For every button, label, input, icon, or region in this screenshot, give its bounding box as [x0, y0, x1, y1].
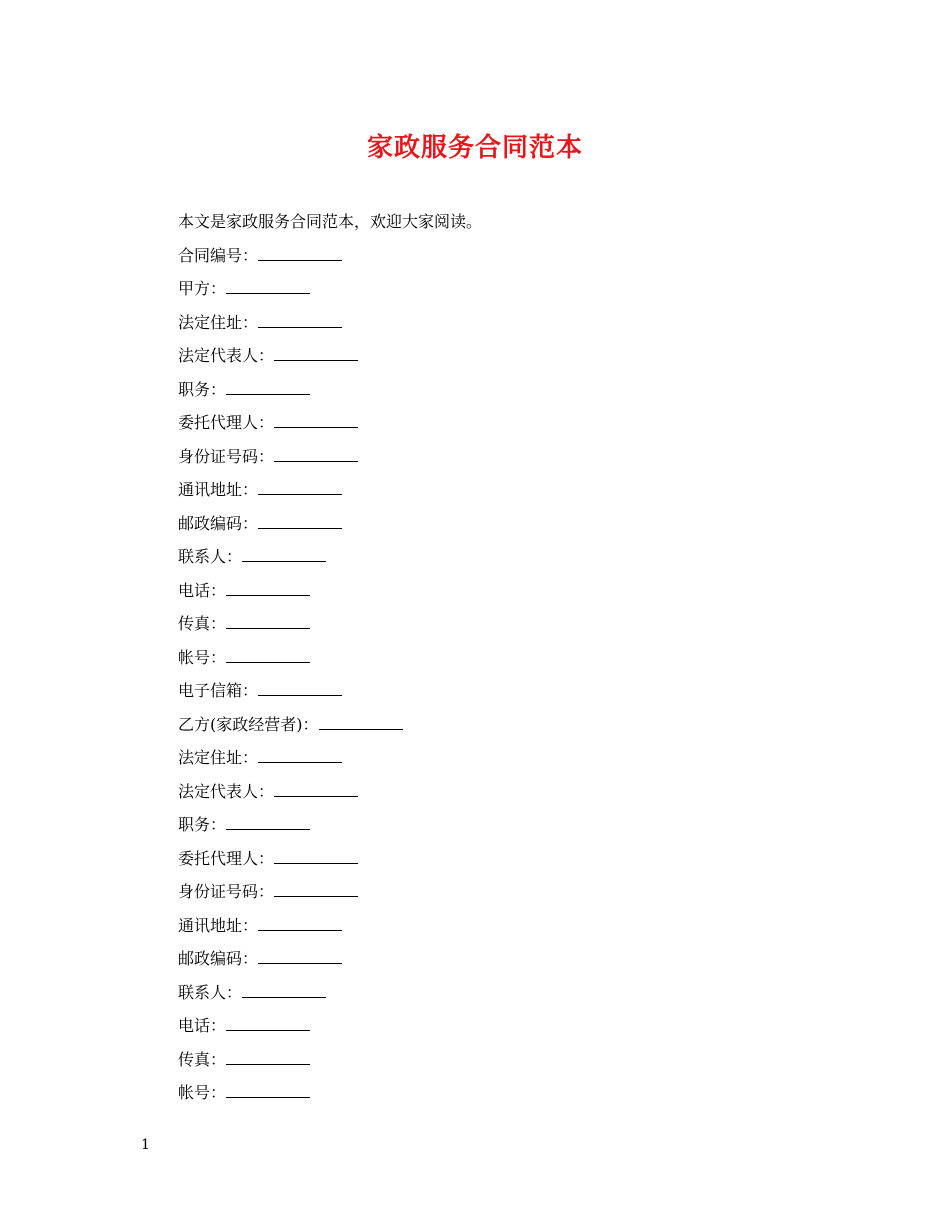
- field-line: [178, 540, 798, 574]
- field-label: 通讯地址：: [178, 480, 259, 499]
- fill-in-blank: [258, 480, 342, 495]
- field-label: 联系人：: [178, 982, 243, 1002]
- fill-in-blank: [226, 815, 310, 830]
- field-line: [178, 909, 798, 943]
- field-label: 身份证号码：: [178, 882, 275, 901]
- field-label: 职务：: [178, 379, 227, 399]
- fill-in-blank: [274, 413, 358, 428]
- field-line: [178, 306, 798, 340]
- field-label: 电子信箱：: [178, 681, 259, 700]
- field-line: [178, 942, 798, 976]
- field-label: 帐号：: [178, 1083, 227, 1102]
- fill-in-blank: [242, 983, 326, 998]
- fill-in-blank: [258, 681, 342, 696]
- fill-in-blank: [226, 1083, 310, 1098]
- field-label: 帐号：: [178, 647, 227, 667]
- field-line: [178, 473, 798, 507]
- field-line: [178, 641, 798, 675]
- field-label: 电话：: [178, 580, 227, 600]
- field-label: 身份证号码：: [178, 446, 275, 466]
- fill-in-blank: [226, 1016, 310, 1031]
- fill-in-blank: [226, 648, 310, 663]
- field-line: [178, 775, 798, 809]
- field-label: 职务：: [178, 815, 227, 834]
- fill-in-blank: [274, 447, 358, 462]
- field-line: [178, 607, 798, 641]
- fill-in-blank: [258, 246, 342, 261]
- field-line: [178, 674, 798, 708]
- field-line: [178, 1043, 798, 1077]
- field-label: 邮政编码：: [178, 513, 259, 533]
- document-title: 家政服务合同范本: [366, 133, 583, 163]
- field-label: 委托代理人：: [178, 848, 275, 868]
- document-body: [178, 205, 798, 1110]
- field-label: 法定代表人：: [178, 346, 275, 365]
- fill-in-blank: [274, 849, 358, 864]
- field-line: [178, 507, 798, 541]
- field-label: 法定代表人：: [178, 781, 275, 801]
- fill-in-blank: [226, 614, 310, 629]
- page-number: 1: [141, 1137, 150, 1153]
- field-line: [178, 1009, 798, 1043]
- field-label: 法定住址：: [178, 748, 259, 767]
- intro-paragraph: 本文是家政服务合同范本，欢迎大家阅读。: [178, 212, 483, 231]
- field-line: [178, 239, 798, 273]
- field-label: 联系人：: [178, 547, 243, 566]
- field-label: 合同编号：: [178, 245, 259, 265]
- field-label: 甲方：: [178, 279, 227, 298]
- fill-in-blank: [242, 547, 326, 562]
- field-label: 委托代理人：: [178, 413, 275, 432]
- fill-in-blank: [226, 1050, 310, 1065]
- field-line: [178, 842, 798, 876]
- fill-in-blank: [258, 916, 342, 931]
- field-line: [178, 574, 798, 608]
- field-line: [178, 272, 798, 306]
- field-line: [178, 1076, 798, 1110]
- field-line: [178, 808, 798, 842]
- field-line: [178, 976, 798, 1010]
- field-label: 邮政编码：: [178, 949, 259, 968]
- field-label: 传真：: [178, 614, 227, 633]
- fill-in-blank: [226, 581, 310, 596]
- field-line: [178, 406, 798, 440]
- field-line: [178, 708, 798, 742]
- field-label: 传真：: [178, 1049, 227, 1069]
- field-label: 乙方(家政经营者)：: [178, 714, 319, 734]
- fill-in-blank: [258, 748, 342, 763]
- field-line: [178, 373, 798, 407]
- field-line: [178, 440, 798, 474]
- field-line: [178, 875, 798, 909]
- fill-in-blank: [274, 882, 358, 897]
- fill-in-blank: [226, 279, 310, 294]
- fill-in-blank: [274, 782, 358, 797]
- fill-in-blank: [258, 514, 342, 529]
- field-line: [178, 741, 798, 775]
- fill-in-blank: [274, 346, 358, 361]
- field-label: 法定住址：: [178, 312, 259, 332]
- field-label: 电话：: [178, 1016, 227, 1035]
- field-line: [178, 339, 798, 373]
- fill-in-blank: [258, 313, 342, 328]
- fill-in-blank: [319, 715, 403, 730]
- fill-in-blank: [258, 949, 342, 964]
- fill-in-blank: [226, 380, 310, 395]
- field-label: 通讯地址：: [178, 915, 259, 935]
